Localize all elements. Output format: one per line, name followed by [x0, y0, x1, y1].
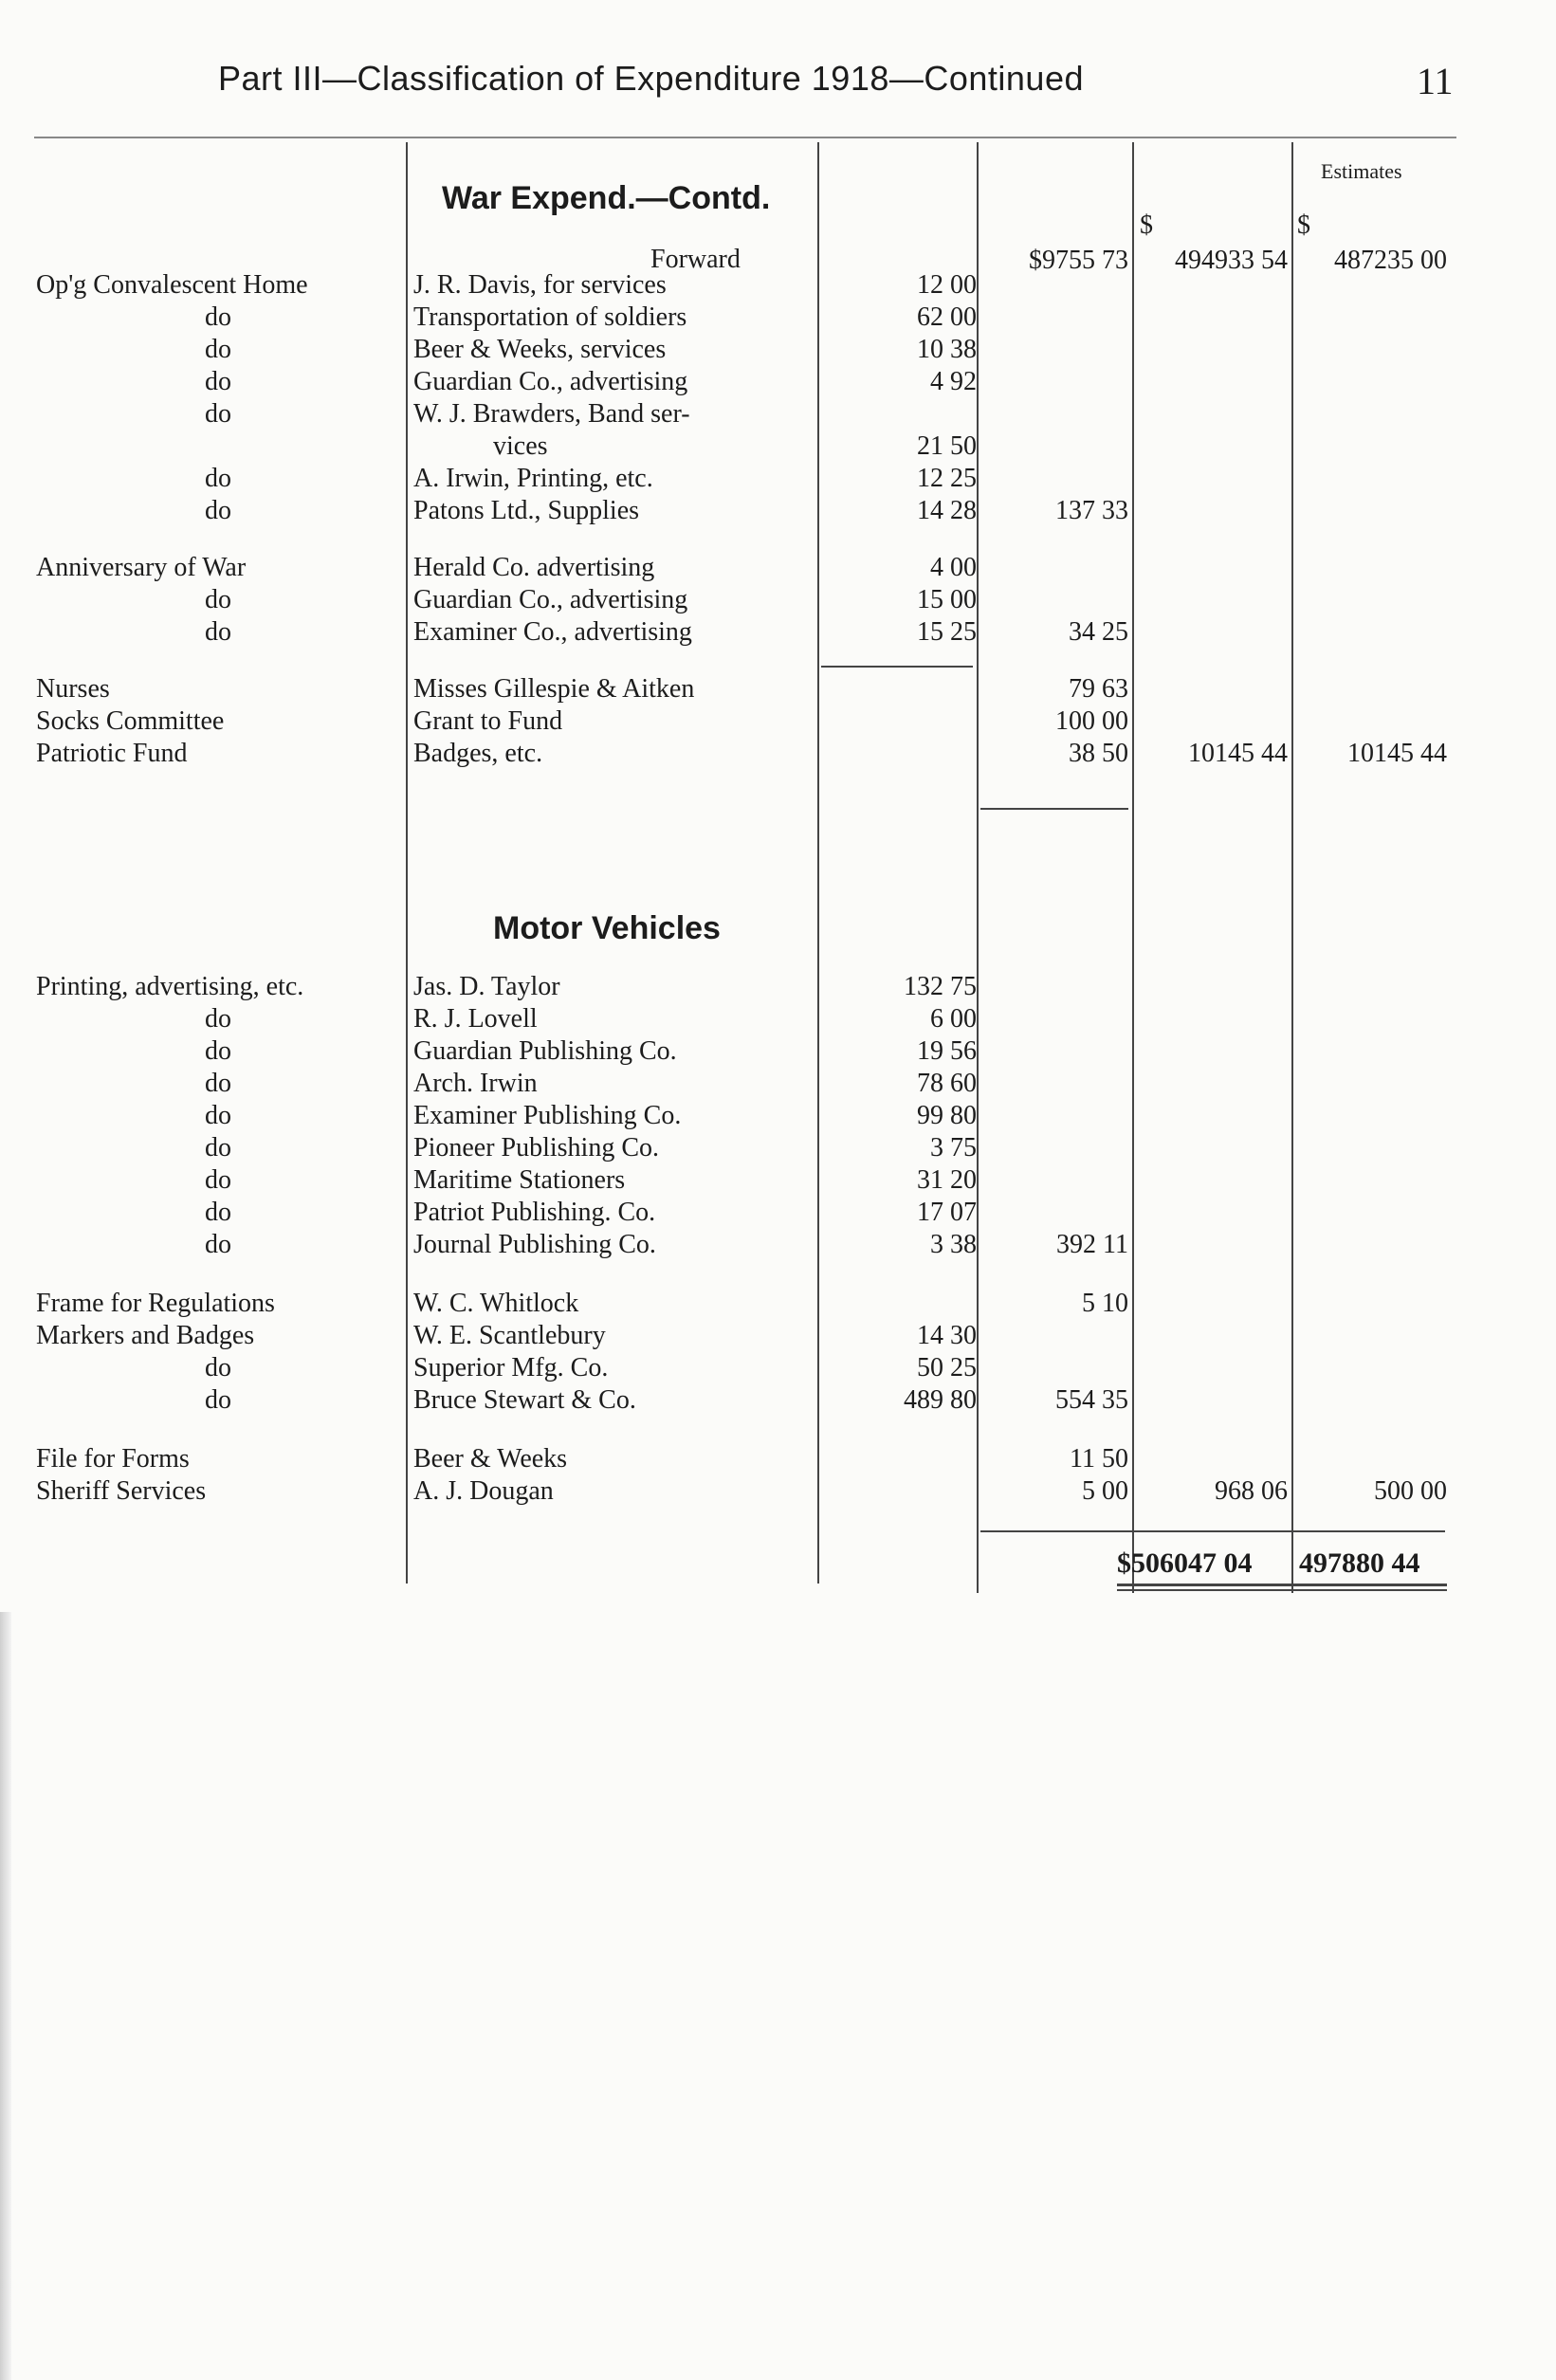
table-row	[0, 971, 1556, 1003]
table-row	[0, 1229, 1556, 1261]
table-row	[0, 398, 1556, 430]
row-label: Socks Committee	[36, 706, 225, 736]
dollar-sign-total: $	[1140, 211, 1153, 240]
table-row	[0, 1443, 1556, 1475]
row-label: Sheriff Services	[36, 1476, 207, 1506]
table-row	[0, 1384, 1556, 1417]
row-payee: W. J. Brawders, Band ser-	[413, 399, 690, 429]
row-label: Markers and Badges	[36, 1321, 255, 1350]
row-label: Op'g Convalescent Home	[36, 270, 308, 300]
row-payee: A. J. Dougan	[413, 1476, 554, 1506]
row-payee: Grant to Fund	[413, 706, 563, 736]
table-row	[0, 430, 1556, 463]
row-label: do	[205, 367, 231, 396]
row-label: Patriotic Fund	[36, 739, 188, 768]
row-payee: Beer & Weeks	[413, 1444, 568, 1474]
forward-estimate: 487235 00	[1334, 246, 1447, 275]
row-label: do	[205, 1230, 231, 1259]
table-row	[0, 1164, 1556, 1197]
section-title-motor: Motor Vehicles	[493, 910, 721, 946]
row-payee: Bruce Stewart & Co.	[413, 1385, 636, 1415]
row-amount: 3 75	[930, 1133, 977, 1163]
table-row	[0, 1035, 1556, 1068]
table-row	[0, 1068, 1556, 1100]
table-row	[0, 1132, 1556, 1164]
row-payee: Patons Ltd., Supplies	[413, 496, 640, 525]
row-payee: Arch. Irwin	[413, 1069, 538, 1098]
row-amount: 4 92	[930, 367, 977, 396]
page-title: Part III—Classification of Expenditure 1918—Continued	[218, 59, 1084, 98]
row-payee: Examiner Co., advertising	[413, 617, 692, 647]
forward-total: 494933 54	[1175, 246, 1288, 275]
table-row	[0, 1320, 1556, 1352]
scan-edge-shadow	[0, 1612, 11, 2380]
row-amount: 99 80	[917, 1101, 977, 1130]
row-amount: 6 00	[930, 1004, 977, 1034]
row-label: File for Forms	[36, 1444, 190, 1474]
row-amount: 10 38	[917, 335, 977, 364]
row-payee: Patriot Publishing. Co.	[413, 1198, 656, 1227]
row-label: do	[205, 302, 231, 332]
row-payee: Examiner Publishing Co.	[413, 1101, 682, 1130]
table-row	[0, 1288, 1556, 1320]
header-rule	[34, 137, 1456, 138]
row-label: do	[205, 1353, 231, 1382]
dollar-sign-estimate: $	[1297, 211, 1310, 240]
table-row	[0, 463, 1556, 495]
row-amount: 21 50	[917, 431, 977, 461]
grand-total-double-underline	[1117, 1589, 1447, 1591]
table-row	[0, 302, 1556, 334]
table-row	[0, 673, 1556, 705]
row-payee: Superior Mfg. Co.	[413, 1353, 609, 1382]
row-payee: W. C. Whitlock	[413, 1289, 579, 1318]
forward-label: Forward	[650, 245, 741, 274]
row-label: do	[205, 1101, 231, 1130]
row-label: do	[205, 1165, 231, 1195]
row-subtotal: 38 50	[1069, 739, 1128, 768]
grand-total: $506047 04	[1117, 1547, 1253, 1579]
row-label: do	[205, 1069, 231, 1098]
row-payee: J. R. Davis, for services	[413, 270, 667, 300]
subtotal-rule-war	[821, 666, 973, 668]
row-payee: Guardian Publishing Co.	[413, 1036, 677, 1066]
row-label: do	[205, 1198, 231, 1227]
row-payee: Journal Publishing Co.	[413, 1230, 656, 1259]
estimates-header: Estimates	[1321, 159, 1402, 183]
row-amount: 4 00	[930, 553, 977, 582]
row-label: do	[205, 1004, 231, 1034]
row-subtotal: 392 11	[1056, 1230, 1128, 1259]
grand-total-estimate: 497880 44	[1299, 1547, 1420, 1579]
row-amount: 14 30	[917, 1321, 977, 1350]
row-subtotal: 34 25	[1069, 617, 1128, 647]
row-label: Printing, advertising, etc.	[36, 972, 304, 1001]
total-rule-war	[980, 808, 1128, 810]
row-amount: 12 25	[917, 464, 977, 493]
table-row	[0, 616, 1556, 649]
grand-total-underline	[1117, 1584, 1447, 1586]
row-payee: Guardian Co., advertising	[413, 367, 688, 396]
row-total: 968 06	[1215, 1476, 1288, 1506]
row-amount: 50 25	[917, 1353, 977, 1382]
row-subtotal: 5 10	[1082, 1289, 1128, 1318]
row-payee: Misses Gillespie & Aitken	[413, 674, 695, 704]
row-payee: vices	[493, 431, 548, 461]
total-rule-motor	[980, 1530, 1445, 1532]
row-label: do	[205, 335, 231, 364]
row-amount: 489 80	[904, 1385, 977, 1415]
row-amount: 17 07	[917, 1198, 977, 1227]
row-amount: 12 00	[917, 270, 977, 300]
row-payee: Maritime Stationers	[413, 1165, 626, 1195]
row-payee: Jas. D. Taylor	[413, 972, 560, 1001]
table-row	[0, 1475, 1556, 1508]
row-label: Nurses	[36, 674, 110, 704]
forward-amount: $9755 73	[1029, 246, 1128, 275]
table-row	[0, 1197, 1556, 1229]
row-label: do	[205, 1036, 231, 1066]
row-subtotal: 554 35	[1055, 1385, 1128, 1415]
table-row	[0, 584, 1556, 616]
row-label: do	[205, 1133, 231, 1163]
table-row	[0, 552, 1556, 584]
row-label: do	[205, 585, 231, 614]
row-payee: Guardian Co., advertising	[413, 585, 688, 614]
row-amount: 15 25	[917, 617, 977, 647]
table-row	[0, 1003, 1556, 1035]
table-row	[0, 705, 1556, 738]
row-payee: Herald Co. advertising	[413, 553, 655, 582]
page-number: 11	[1417, 60, 1454, 102]
row-payee: R. J. Lovell	[413, 1004, 538, 1034]
row-total: 10145 44	[1188, 739, 1288, 768]
row-estimate: 10145 44	[1347, 739, 1447, 768]
table-row	[0, 334, 1556, 366]
row-label: do	[205, 617, 231, 647]
row-amount: 15 00	[917, 585, 977, 614]
row-payee: A. Irwin, Printing, etc.	[413, 464, 653, 493]
row-amount: 31 20	[917, 1165, 977, 1195]
row-label: Frame for Regulations	[36, 1289, 275, 1318]
row-label: do	[205, 464, 231, 493]
table-row	[0, 495, 1556, 527]
row-subtotal: 100 00	[1055, 706, 1128, 736]
table-row	[0, 269, 1556, 302]
row-amount: 62 00	[917, 302, 977, 332]
row-payee: Badges, etc.	[413, 739, 543, 768]
table-row	[0, 1352, 1556, 1384]
row-payee: Beer & Weeks, services	[413, 335, 667, 364]
row-amount: 19 56	[917, 1036, 977, 1066]
row-amount: 78 60	[917, 1069, 977, 1098]
row-amount: 132 75	[904, 972, 977, 1001]
row-amount: 3 38	[930, 1230, 977, 1259]
table-row	[0, 1100, 1556, 1132]
row-subtotal: 137 33	[1055, 496, 1128, 525]
row-label: Anniversary of War	[36, 553, 247, 582]
row-subtotal: 11 50	[1070, 1444, 1128, 1474]
row-estimate: 500 00	[1374, 1476, 1447, 1506]
row-payee: Transportation of soldiers	[413, 302, 687, 332]
row-label: do	[205, 496, 231, 525]
row-label: do	[205, 1385, 231, 1415]
table-row	[0, 366, 1556, 398]
row-label: do	[205, 399, 231, 429]
row-subtotal: 79 63	[1069, 674, 1128, 704]
table-row	[0, 738, 1556, 770]
row-amount: 14 28	[917, 496, 977, 525]
row-payee: W. E. Scantlebury	[413, 1321, 606, 1350]
row-payee: Pioneer Publishing Co.	[413, 1133, 660, 1163]
row-subtotal: 5 00	[1082, 1476, 1128, 1506]
section-title-war: War Expend.—Contd.	[442, 180, 771, 216]
